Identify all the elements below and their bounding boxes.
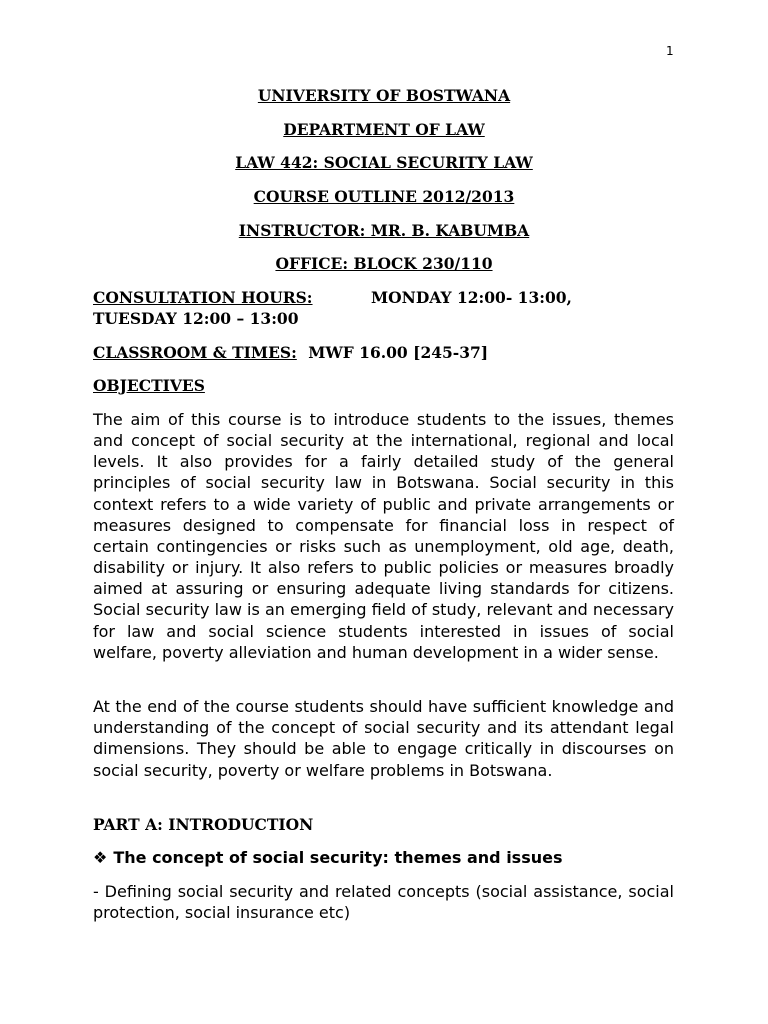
department-title: DEPARTMENT OF LAW <box>283 120 485 139</box>
objectives-heading: OBJECTIVES <box>93 376 205 395</box>
diamond-bullet-icon: ❖ <box>93 848 108 867</box>
classroom-label: CLASSROOM & TIMES: <box>93 343 297 362</box>
defining-item: - Defining social security and related concepts (social assistance, social protection, social insurance etc) <box>93 882 674 923</box>
instructor-line: INSTRUCTOR: MR. B. KABUMBA <box>238 221 530 240</box>
classroom-value: MWF 16.00 [245-37] <box>308 343 489 362</box>
objectives-paragraph-2: At the end of the course students should have sufficient knowledge and understanding of the concept of social security and its attendant legal dimensions. They should be able to engage critically in discourses on social security, poverty or welfare problems in Botswana. <box>93 697 674 780</box>
consultation-label: CONSULTATION HOURS: <box>93 288 313 307</box>
page-number: 1 <box>666 44 674 58</box>
outline-title: COURSE OUTLINE 2012/2013 <box>253 187 515 206</box>
consultation-row <box>93 288 313 307</box>
part-a-heading: PART A: INTRODUCTION <box>93 815 314 834</box>
classroom-row <box>93 343 488 362</box>
consultation-monday: MONDAY 12:00- 13:00, <box>371 288 572 307</box>
concept-bullet-text: The concept of social security: themes and issues <box>113 848 563 867</box>
office-line: OFFICE: BLOCK 230/110 <box>275 254 493 273</box>
objectives-paragraph-1: The aim of this course is to introduce students to the issues, themes and concept of social security at the international, regional and local levels. It also provides for a fairly detailed study of the general principles of social security law in Botswana. Social security in this context refers to a wide variety of public and private arrangements or measures designed to compensate for financial loss in respect of certain contingencies or risks such as unemployment, old age, death, disability or injury. It also refers to public policies or measures broadly aimed at assuring or ensuring adequate living standards for citizens. Social security law is an emerging field of study, relevant and necessary for law and social science students interested in issues of social welfare, poverty alleviation and human development in a wider sense. <box>93 410 674 662</box>
course-title: LAW 442: SOCIAL SECURITY LAW <box>235 153 533 172</box>
concept-bullet <box>93 848 563 867</box>
consultation-tuesday: TUESDAY 12:00 – 13:00 <box>93 309 299 328</box>
university-title: UNIVERSITY OF BOSTWANA <box>257 86 511 105</box>
